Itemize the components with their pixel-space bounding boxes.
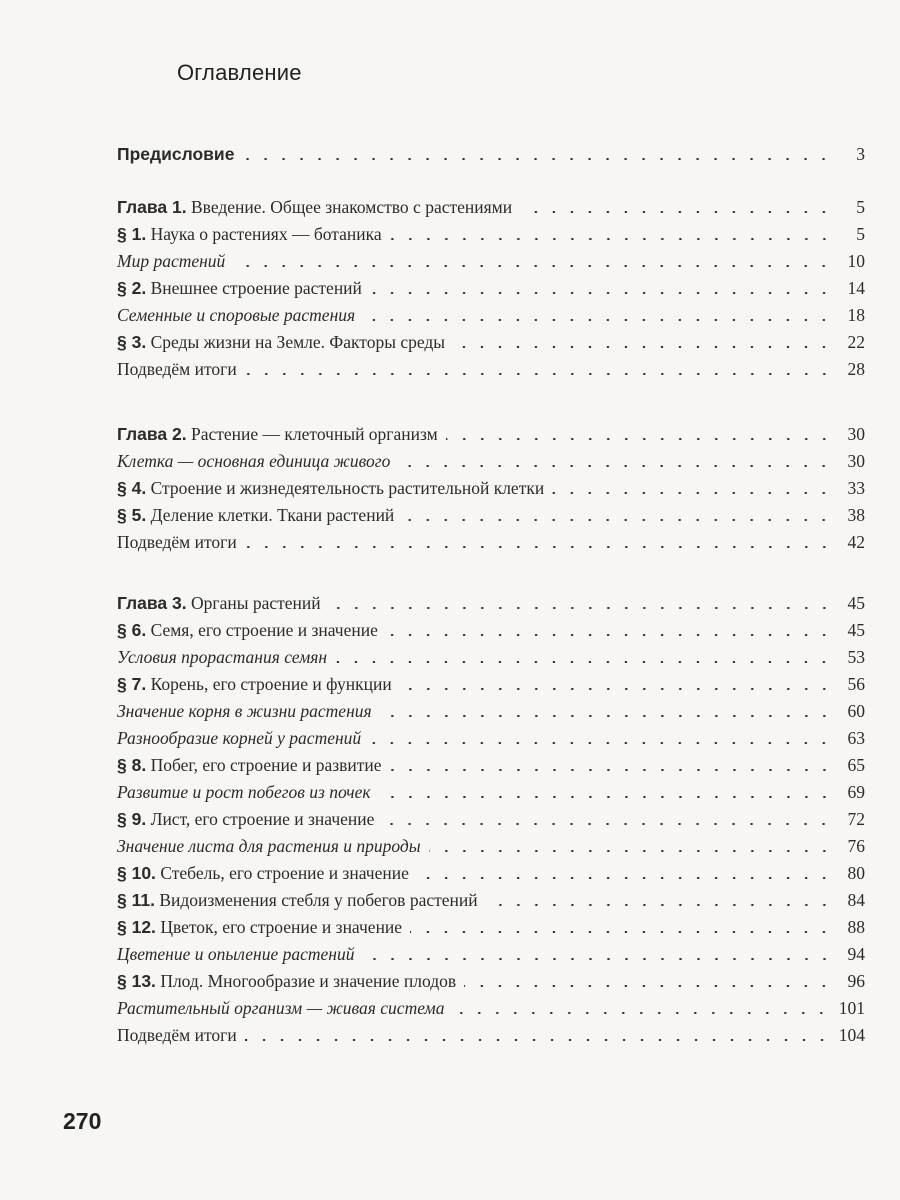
- toc-entry-title: [117, 644, 327, 670]
- toc-entry-text: Разнообразие корней у растений: [117, 728, 362, 748]
- toc-entry-page: 30: [847, 424, 865, 444]
- toc-entry-title: [117, 941, 355, 967]
- toc-entry-text: Побег, его строение и развитие: [146, 755, 382, 775]
- toc-entry-label: Глава 3.: [117, 593, 187, 613]
- dot-leader: [245, 546, 833, 548]
- toc-entry[interactable]: [117, 356, 865, 382]
- toc-entry[interactable]: [117, 302, 865, 328]
- toc-entry-page: 65: [847, 755, 865, 775]
- toc-entry-text: Видоизменения стебля у побегов растений: [154, 890, 478, 910]
- dot-leader: [398, 465, 833, 467]
- dot-leader: [402, 519, 833, 521]
- toc-entry[interactable]: [117, 475, 865, 501]
- toc-entry-text: Строение и жизнедеятельность растительной клетки: [146, 478, 545, 498]
- toc-entry[interactable]: [117, 779, 865, 805]
- toc-entry-label: § 6.: [117, 620, 147, 640]
- dot-leader: [453, 346, 833, 348]
- dot-leader: [410, 931, 833, 933]
- toc-entry-title: [117, 221, 382, 247]
- toc-entry-page: 38: [847, 505, 865, 525]
- toc-entry-title: [117, 502, 394, 528]
- dot-leader: [335, 661, 833, 663]
- toc-entry[interactable]: [117, 141, 865, 167]
- toc-entry[interactable]: [117, 806, 865, 832]
- toc-entry-page: 33: [847, 478, 865, 498]
- toc-entry-page: 45: [847, 620, 865, 640]
- toc-entry-text: Плод. Многообразие и значение плодов: [155, 971, 457, 991]
- dot-leader: [464, 985, 833, 987]
- dot-leader: [363, 958, 834, 960]
- toc-entry[interactable]: [117, 590, 865, 616]
- toc-entry-text: Внешнее строение растений: [146, 278, 362, 298]
- toc-entry-label: § 8.: [117, 755, 147, 775]
- toc-entry-label: § 2.: [117, 278, 147, 298]
- toc-entry-title: [117, 329, 445, 355]
- toc-entry-page: 101: [838, 998, 865, 1018]
- toc-entry-text: Корень, его строение и функции: [146, 674, 392, 694]
- toc-entry-label: § 13.: [117, 971, 156, 991]
- toc-entry-title: [117, 475, 544, 501]
- toc-entry-title: [117, 914, 402, 940]
- dot-leader: [379, 796, 833, 798]
- toc-entry-page: 42: [847, 532, 865, 552]
- dot-leader: [245, 373, 833, 375]
- toc-entry-page: 60: [847, 701, 865, 721]
- toc-entry[interactable]: [117, 914, 865, 940]
- toc-entry-title: [117, 671, 392, 697]
- toc-entry[interactable]: [117, 725, 865, 751]
- toc-entry[interactable]: [117, 698, 865, 724]
- dot-leader: [369, 742, 833, 744]
- toc-entry[interactable]: [117, 275, 865, 301]
- toc-entry[interactable]: [117, 752, 865, 778]
- toc-entry-title: [117, 806, 374, 832]
- toc-entry-text: Наука о растениях — ботаника: [146, 224, 382, 244]
- toc-entry-page: 88: [847, 917, 865, 937]
- toc-entry-text: Значение листа для растения и природы: [117, 836, 421, 856]
- toc-entry-text: Мир растений: [117, 251, 226, 271]
- toc-entry-title: [117, 194, 512, 220]
- toc-entry-label: § 3.: [117, 332, 147, 352]
- toc-entry-title: [117, 887, 478, 913]
- toc-entry-page: 56: [847, 674, 865, 694]
- toc-entry-label: § 7.: [117, 674, 147, 694]
- toc-entry-title: [117, 421, 438, 447]
- dot-leader: [386, 634, 833, 636]
- toc-entry-page: 18: [847, 305, 865, 325]
- toc-entry-title: [117, 833, 421, 859]
- toc-entry-page: 94: [847, 944, 865, 964]
- toc-entry-title: [117, 141, 234, 167]
- toc-entry-label: § 5.: [117, 505, 147, 525]
- dot-leader: [370, 292, 833, 294]
- toc-entry-text: Семенные и споровые растения: [117, 305, 356, 325]
- toc-entry-page: 28: [847, 359, 865, 379]
- toc-entry-label: § 9.: [117, 809, 147, 829]
- toc-entry-text: Стебель, его строение и значение: [155, 863, 409, 883]
- toc-entry-page: 84: [847, 890, 865, 910]
- toc-entry-page: 76: [847, 836, 865, 856]
- toc-entry-text: Растительный организм — живая система: [117, 998, 445, 1018]
- dot-leader: [429, 850, 833, 852]
- toc-entry-text: Подведём итоги: [117, 1025, 237, 1045]
- toc-entry-title: [117, 752, 382, 778]
- toc-entry-text: Подведём итоги: [117, 359, 237, 379]
- toc-entry-title: [117, 590, 321, 616]
- toc-entry[interactable]: [117, 1022, 865, 1048]
- dot-leader: [486, 904, 833, 906]
- toc-entry-page: 5: [856, 224, 865, 244]
- toc-entry-page: 30: [847, 451, 865, 471]
- toc-entry-page: 80: [847, 863, 865, 883]
- toc-entry-text: Органы растений: [186, 593, 321, 613]
- toc-entry-label: Глава 2.: [117, 424, 187, 444]
- toc-entry-label: § 11.: [117, 890, 155, 910]
- toc-entry-text: Условия прорастания семян: [117, 647, 328, 667]
- dot-leader: [446, 438, 833, 440]
- toc-entry-text: Подведём итоги: [117, 532, 237, 552]
- dot-leader: [390, 769, 833, 771]
- toc-entry[interactable]: [117, 887, 865, 913]
- toc-entry-title: [117, 698, 372, 724]
- toc-entry-page: 3: [856, 144, 865, 164]
- toc-entry-title: [117, 725, 361, 751]
- toc-entry-text: Лист, его строение и значение: [146, 809, 375, 829]
- toc-entry[interactable]: [117, 644, 865, 670]
- toc-entry-page: 22: [847, 332, 865, 352]
- dot-leader: [390, 238, 833, 240]
- toc-entry[interactable]: [117, 860, 865, 886]
- toc-entry-title: [117, 302, 355, 328]
- dot-leader: [233, 265, 833, 267]
- toc-entry-page: 63: [847, 728, 865, 748]
- dot-leader: [417, 877, 833, 879]
- toc-entry-label: § 1.: [117, 224, 147, 244]
- toc-entry[interactable]: [117, 329, 865, 355]
- toc-entry-text: Среды жизни на Земле. Факторы среды: [146, 332, 446, 352]
- toc-entry-page: 10: [847, 251, 865, 271]
- toc-entry[interactable]: [117, 221, 865, 247]
- toc-entry[interactable]: [117, 941, 865, 967]
- dot-leader: [400, 688, 833, 690]
- dot-leader: [380, 715, 833, 717]
- dot-leader: [363, 319, 833, 321]
- dot-leader: [242, 158, 833, 160]
- page-number: 270: [63, 1108, 102, 1134]
- toc-entry-title: [117, 860, 409, 886]
- toc-entry-text: Развитие и рост побегов из почек: [117, 782, 371, 802]
- toc-entry[interactable]: [117, 671, 865, 697]
- toc-entry-text: Предисловие: [117, 144, 235, 164]
- toc-entry[interactable]: [117, 968, 865, 994]
- toc-entry-title: [117, 356, 237, 382]
- toc-entry-label: § 4.: [117, 478, 147, 498]
- dot-leader: [520, 211, 833, 213]
- toc-entry[interactable]: [117, 529, 865, 555]
- toc-entry-title: [117, 529, 237, 555]
- toc-entry[interactable]: [117, 995, 865, 1021]
- toc-entry-page: 14: [847, 278, 865, 298]
- toc-entry-title: [117, 1022, 237, 1048]
- toc-entry[interactable]: [117, 617, 865, 643]
- toc-entry[interactable]: [117, 448, 865, 474]
- toc-entry-text: Растение — клеточный организм: [186, 424, 438, 444]
- toc-entry-label: § 12.: [117, 917, 156, 937]
- toc-entry-page: 104: [838, 1025, 865, 1045]
- toc-entry-page: 5: [856, 197, 865, 217]
- toc-entry-title: [117, 968, 456, 994]
- toc-entry[interactable]: [117, 421, 865, 447]
- toc-entry[interactable]: [117, 248, 865, 274]
- toc-entry-title: [117, 617, 378, 643]
- toc-entry-text: Значение корня в жизни растения: [117, 701, 372, 721]
- toc-entry-text: Цветение и опыление растений: [117, 944, 355, 964]
- dot-leader: [329, 607, 833, 609]
- dot-leader: [382, 823, 833, 825]
- toc-entry-title: [117, 248, 225, 274]
- toc-entry-page: 69: [847, 782, 865, 802]
- toc-entry-text: Клетка — основная единица живого: [117, 451, 391, 471]
- toc-entry-title: [117, 995, 444, 1021]
- toc-entry[interactable]: [117, 833, 865, 859]
- toc-entry-page: 53: [847, 647, 865, 667]
- toc-entry-text: Семя, его строение и значение: [146, 620, 378, 640]
- toc-entry-page: 72: [847, 809, 865, 829]
- page-title: Оглавление: [177, 60, 302, 85]
- dot-leader: [552, 492, 833, 494]
- toc-entry-label: Глава 1.: [117, 197, 187, 217]
- toc-entry[interactable]: [117, 194, 865, 220]
- toc-entry-page: 45: [847, 593, 865, 613]
- toc-entry[interactable]: [117, 502, 865, 528]
- toc-entry-title: [117, 448, 390, 474]
- toc-entry-text: Деление клетки. Ткани растений: [146, 505, 395, 525]
- dot-leader: [452, 1012, 830, 1014]
- dot-leader: [245, 1039, 831, 1041]
- toc-entry-title: [117, 275, 362, 301]
- toc-entry-page: 96: [847, 971, 865, 991]
- toc-entry-label: § 10.: [117, 863, 156, 883]
- toc-entry-title: [117, 779, 371, 805]
- toc-entry-text: Цветок, его строение и значение: [155, 917, 403, 937]
- toc-entry-text: Введение. Общее знакомство с растениями: [186, 197, 513, 217]
